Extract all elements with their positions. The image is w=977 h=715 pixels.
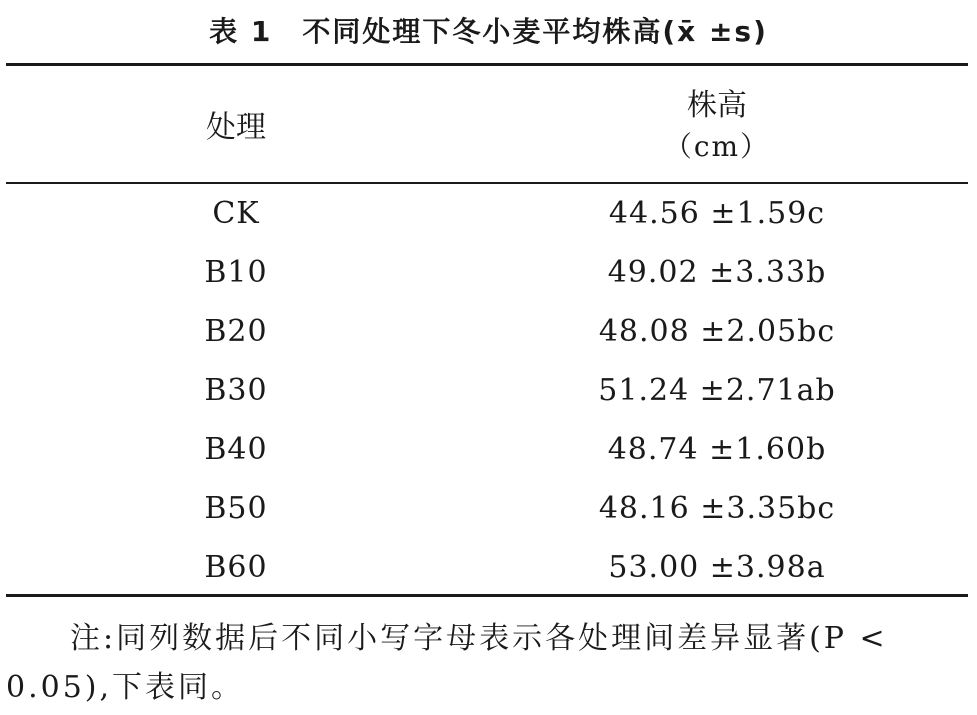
table-bottom-rule: [6, 594, 968, 597]
cell-treatment: B60: [204, 550, 268, 585]
table-row: [0, 312, 977, 371]
table-row: [0, 430, 977, 489]
cell-treatment: CK: [212, 196, 260, 231]
cell-treatment: B20: [204, 314, 268, 349]
cell-height: 53.00 ±3.98a: [608, 550, 826, 585]
cell-height: 48.08 ±2.05bc: [598, 314, 836, 349]
cell-height: 49.02 ±3.33b: [607, 255, 827, 290]
table-top-rule: [6, 63, 968, 66]
header-height: 株高: [687, 88, 747, 123]
cell-treatment: B10: [204, 255, 268, 290]
cell-treatment: B30: [204, 373, 268, 408]
table-caption: [0, 10, 977, 54]
table-row: [0, 489, 977, 548]
cell-height: 51.24 ±2.71ab: [598, 373, 836, 408]
table-caption-number: 表 1: [209, 15, 273, 48]
cell-height: 44.56 ±1.59c: [608, 196, 826, 231]
table-caption-text: 不同处理下冬小麦平均株高(x̄ ±s): [302, 15, 768, 48]
table-note-line-1: 注:同列数据后不同小写字母表示各处理间差异显著(P <: [70, 621, 888, 656]
cell-treatment: B40: [204, 432, 268, 467]
table-row: [0, 371, 977, 430]
header-height-unit: （cm）: [663, 130, 771, 163]
table-row: [0, 253, 977, 312]
table-header-rule: [6, 182, 968, 184]
cell-treatment: B50: [204, 491, 268, 526]
cell-height: 48.74 ±1.60b: [607, 432, 827, 467]
header-treatment: 处理: [206, 110, 266, 145]
table-row: [0, 548, 977, 607]
table-note-line-2: 0.05),下表同。: [6, 670, 245, 705]
table-row: [0, 194, 977, 253]
cell-height: 48.16 ±3.35bc: [598, 491, 836, 526]
